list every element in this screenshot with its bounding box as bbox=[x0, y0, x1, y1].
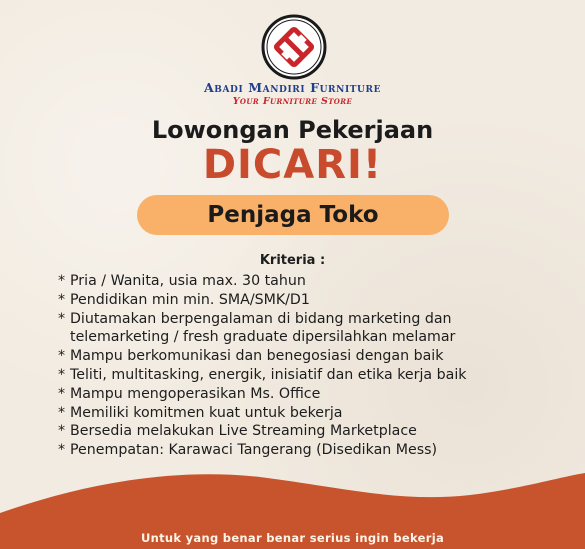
criteria-item bbox=[58, 404, 578, 423]
criteria-item-text: Pendidikan min min. SMA/SMK/D1 bbox=[70, 291, 310, 308]
bullet-asterisk: * bbox=[58, 310, 66, 327]
bullet-asterisk: * bbox=[58, 423, 66, 440]
criteria-item-text: Memiliki komitmen kuat untuk bekerja bbox=[70, 404, 343, 421]
brand-tagline: Your Furniture Store bbox=[232, 96, 353, 107]
bullet-asterisk: * bbox=[58, 291, 66, 308]
criteria-item-text: Teliti, multitasking, energik, inisiatif dan etika kerja baik bbox=[70, 366, 467, 383]
criteria-item-text: Mampu berkomunikasi dan benegosiasi dengan baik bbox=[70, 348, 444, 365]
bullet-asterisk: * bbox=[58, 442, 66, 459]
criteria-item-text: telemarketing / fresh graduate dipersilahkan melamar bbox=[70, 329, 456, 346]
criteria-item-text: Bersedia melakukan Live Streaming Marketplace bbox=[70, 423, 417, 440]
position-label: Penjaga Toko bbox=[207, 202, 379, 228]
criteria-item bbox=[58, 385, 578, 404]
criteria-item bbox=[58, 272, 578, 291]
criteria-list bbox=[58, 272, 578, 460]
footer-text: Untuk yang benar benar serius ingin bekerja bbox=[140, 531, 445, 545]
bullet-asterisk: * bbox=[58, 273, 66, 289]
bullet-asterisk: * bbox=[58, 366, 66, 383]
position-badge bbox=[137, 195, 449, 235]
criteria-item bbox=[58, 328, 578, 347]
criteria-item-text: Diutamakan berpengalaman di bidang marketing dan bbox=[70, 310, 452, 327]
criteria-item bbox=[58, 347, 578, 366]
criteria-item-text: Penempatan: Karawaci Tangerang (Disedikan Mess) bbox=[70, 442, 438, 459]
bullet-asterisk: * bbox=[58, 348, 66, 365]
bullet-asterisk: * bbox=[58, 404, 66, 421]
bullet-asterisk: * bbox=[58, 385, 66, 402]
abadi-mandiri-logo-icon bbox=[261, 14, 327, 80]
criteria-item-text: Pria / Wanita, usia max. 30 tahun bbox=[70, 273, 306, 289]
criteria-item bbox=[58, 422, 578, 441]
criteria-heading: Kriteria : bbox=[259, 253, 326, 268]
criteria-item-text: Mampu mengoperasikan Ms. Office bbox=[70, 385, 321, 402]
criteria-item bbox=[58, 310, 578, 329]
company-logo bbox=[261, 14, 327, 80]
headline: Lowongan Pekerjaan bbox=[151, 116, 434, 144]
main-title: DICARI! bbox=[202, 142, 383, 188]
criteria-item bbox=[58, 291, 578, 310]
criteria-item bbox=[58, 366, 578, 385]
brand-name: Abadi Mandiri Furniture bbox=[203, 80, 382, 95]
